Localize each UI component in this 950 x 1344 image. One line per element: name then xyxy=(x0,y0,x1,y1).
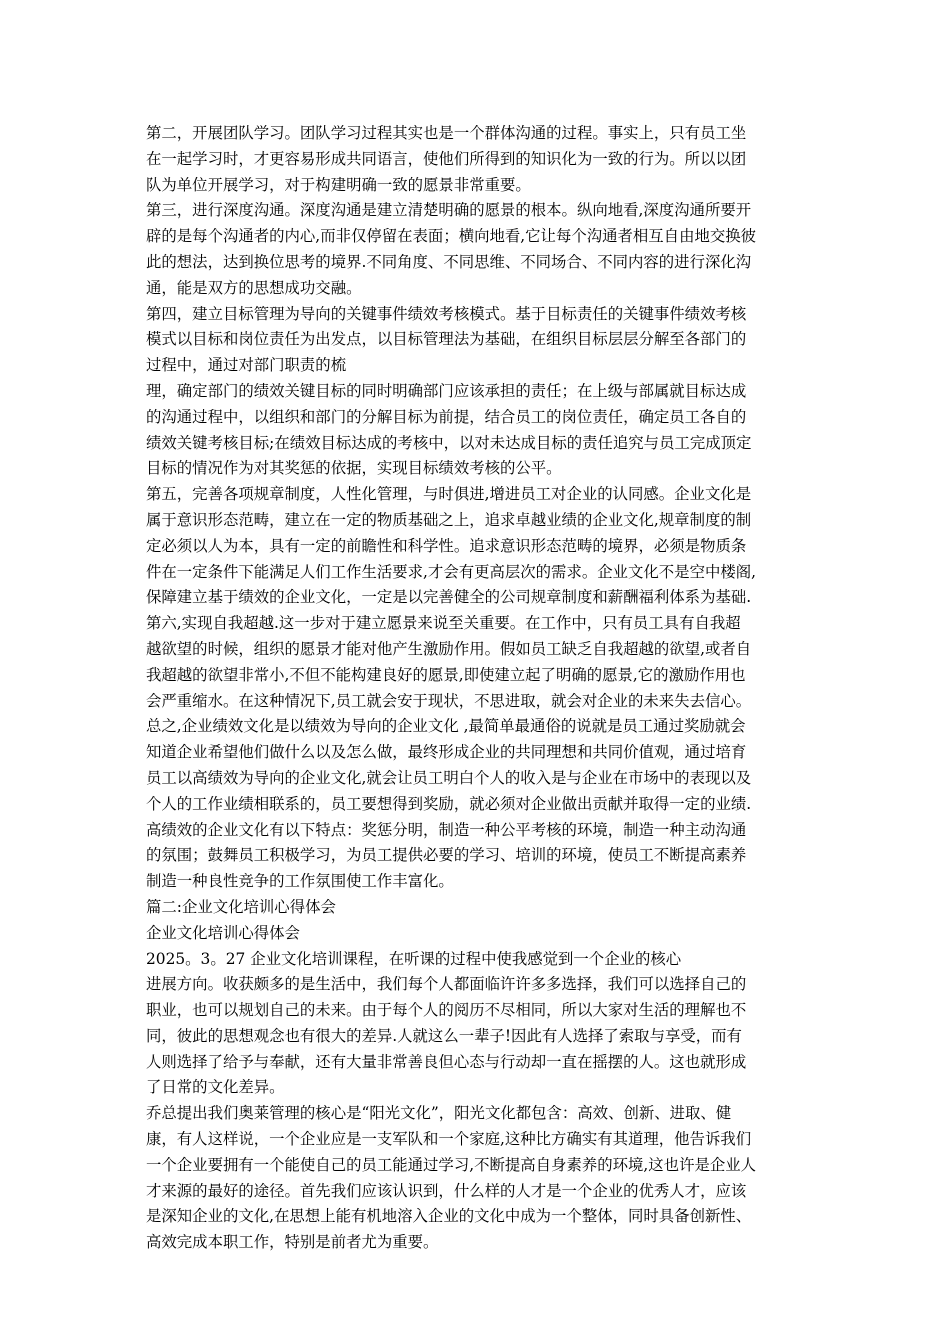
text-line: 一个企业要拥有一个能使自己的员工能通过学习,不断提高自身素养的环境,这也许是企业人 xyxy=(146,1155,757,1174)
text-line: 此的想法，达到换位思考的境界.不同角度、不同思维、不同场合、不同内容的进行深化沟 xyxy=(146,252,752,271)
text-line: 2025。3。27 企业文化培训课程，在听课的过程中使我感觉到一个企业的核心 xyxy=(146,949,682,968)
text-line: 保障建立基于绩效的企业文化，一定是以完善健全的公司规章制度和薪酬福利体系为基础. xyxy=(146,588,752,607)
text-line: 过程中，通过对部门职责的梳 xyxy=(146,356,347,375)
text-line: 在一起学习时，才更容易形成共同语言，使他们所得到的知识化为一致的行为。所以以团 xyxy=(146,149,747,168)
text-line: 模式以目标和岗位责任为出发点，以目标管理法为基础，在组织目标层层分解至各部门的 xyxy=(146,330,747,349)
text-line: 制造一种良性竞争的工作氛围使工作丰富化。 xyxy=(146,872,454,891)
text-line: 辟的是每个沟通者的内心,而非仅停留在表面；横向地看,它让每个沟通者相互自由地交换彼 xyxy=(146,227,757,246)
text-line: 总之,企业绩效文化是以绩效为导向的企业文化 ,最简单最通俗的说就是员工通过奖励就会 xyxy=(146,717,746,736)
text-line: 理，确定部门的绩效关键目标的同时明确部门应该承担的责任；在上级与部属就目标达成 xyxy=(146,381,747,400)
text-line: 了日常的文化差异。 xyxy=(146,1078,285,1097)
text-line: 篇二:企业文化培训心得体会 xyxy=(146,897,336,916)
text-line: 高效完成本职工作，特别是前者尤为重要。 xyxy=(146,1233,439,1252)
text-line: 个人的工作业绩相联系的，员工要想得到奖励，就必须对企业做出贡献并取得一定的业绩. xyxy=(146,794,752,813)
text-line: 定必须以人为本，具有一定的前瞻性和科学性。追求意识形态范畴的境界，必须是物质条 xyxy=(146,536,747,555)
text-line: 第六,实现自我超越.这一步对于建立愿景来说至关重要。在工作中，只有员工具有自我超 xyxy=(146,614,741,633)
text-line: 进展方向。收获颇多的是生活中，我们每个人都面临许许多多选择，我们可以选择自己的 xyxy=(146,975,747,994)
text-line: 的沟通过程中，以组织和部门的分解目标为前提，结合员工的岗位责任，确定员工各自的 xyxy=(146,407,747,426)
text-line: 第四，建立目标管理为导向的关键事件绩效考核模式。基于目标责任的关键事件绩效考核 xyxy=(146,304,747,323)
text-line: 员工以高绩效为导向的企业文化,就会让员工明白个人的收入是与企业在市场中的表现以及 xyxy=(146,768,752,787)
text-line: 第五，完善各项规章制度，人性化管理，与时俱进,增进员工对企业的认同感。企业文化是 xyxy=(146,485,752,504)
text-line: 第三，进行深度沟通。深度沟通是建立清楚明确的愿景的根本。纵向地看,深度沟通所要开 xyxy=(146,201,752,220)
text-line: 通，能是双方的思想成功交融。 xyxy=(146,278,362,297)
text-line: 高绩效的企业文化有以下特点：奖惩分明，制造一种公平考核的环境，制造一种主动沟通 xyxy=(146,820,747,839)
text-line: 目标的情况作为对其奖惩的依据，实现目标绩效考核的公平。 xyxy=(146,459,562,478)
text-line: 属于意识形态范畴，建立在一定的物质基础之上，追求卓越业绩的企业文化,规章制度的制 xyxy=(146,510,752,529)
text-line: 件在一定条件下能满足人们工作生活要求,才会有更高层次的需求。企业文化不是空中楼阁, xyxy=(146,562,757,581)
text-line: 企业文化培训心得体会 xyxy=(146,923,300,942)
text-line: 会严重缩水。在这种情况下,员工就会安于现状，不思进取，就会对企业的未来失去信心。 xyxy=(146,691,752,710)
text-line: 同，彼此的思想观念也有很大的差异.人就这么一辈子!因此有人选择了索取与享受，而有 xyxy=(146,1026,742,1045)
text-line: 乔总提出我们奥莱管理的核心是“阳光文化”，阳光文化都包含：高效、创新、进取、健 xyxy=(146,1104,732,1123)
text-line: 第二，开展团队学习。团队学习过程其实也是一个群体沟通的过程。事实上，只有员工坐 xyxy=(146,124,747,142)
text-line: 绩效关键考核目标;在绩效目标达成的考核中，以对未达成目标的责任追究与员工完成顶定 xyxy=(146,433,752,452)
text-line: 知道企业希望他们做什么以及怎么做，最终形成企业的共同理想和共同价值观，通过培育 xyxy=(146,743,747,762)
text-line: 队为单位开展学习，对于构建明确一致的愿景非常重要。 xyxy=(146,175,531,194)
text-line: 职业，也可以规划自己的未来。由于每个人的阅历不尽相同，所以大家对生活的理解也不 xyxy=(146,1001,747,1020)
text-line: 的氛围；鼓舞员工积极学习，为员工提供必要的学习、培训的环境，使员工不断提高素养 xyxy=(146,846,747,865)
text-line: 人则选择了给予与奉献，还有大量非常善良但心态与行动却一直在摇摆的人。这也就形成 xyxy=(146,1052,747,1071)
text-line: 越欲望的时候，组织的愿景才能对他产生激励作用。假如员工缺乏自我超越的欲望,或者自 xyxy=(146,639,752,658)
text-line: 康，有人这样说，一个企业应是一支军队和一个家庭,这种比方确实有其道理，他告诉我们 xyxy=(146,1130,752,1149)
text-line: 才来源的最好的途径。首先我们应该认识到，什么样的人才是一个企业的优秀人才，应该 xyxy=(146,1181,747,1200)
text-line: 是深知企业的文化,在思想上能有机地溶入企业的文化中成为一个整体，同时具备创新性、 xyxy=(146,1207,752,1226)
document-body xyxy=(146,121,814,1256)
text-line: 我超越的欲望非常小,不但不能构建良好的愿景,即使建立起了明确的愿景,它的激励作用也 xyxy=(146,665,746,684)
